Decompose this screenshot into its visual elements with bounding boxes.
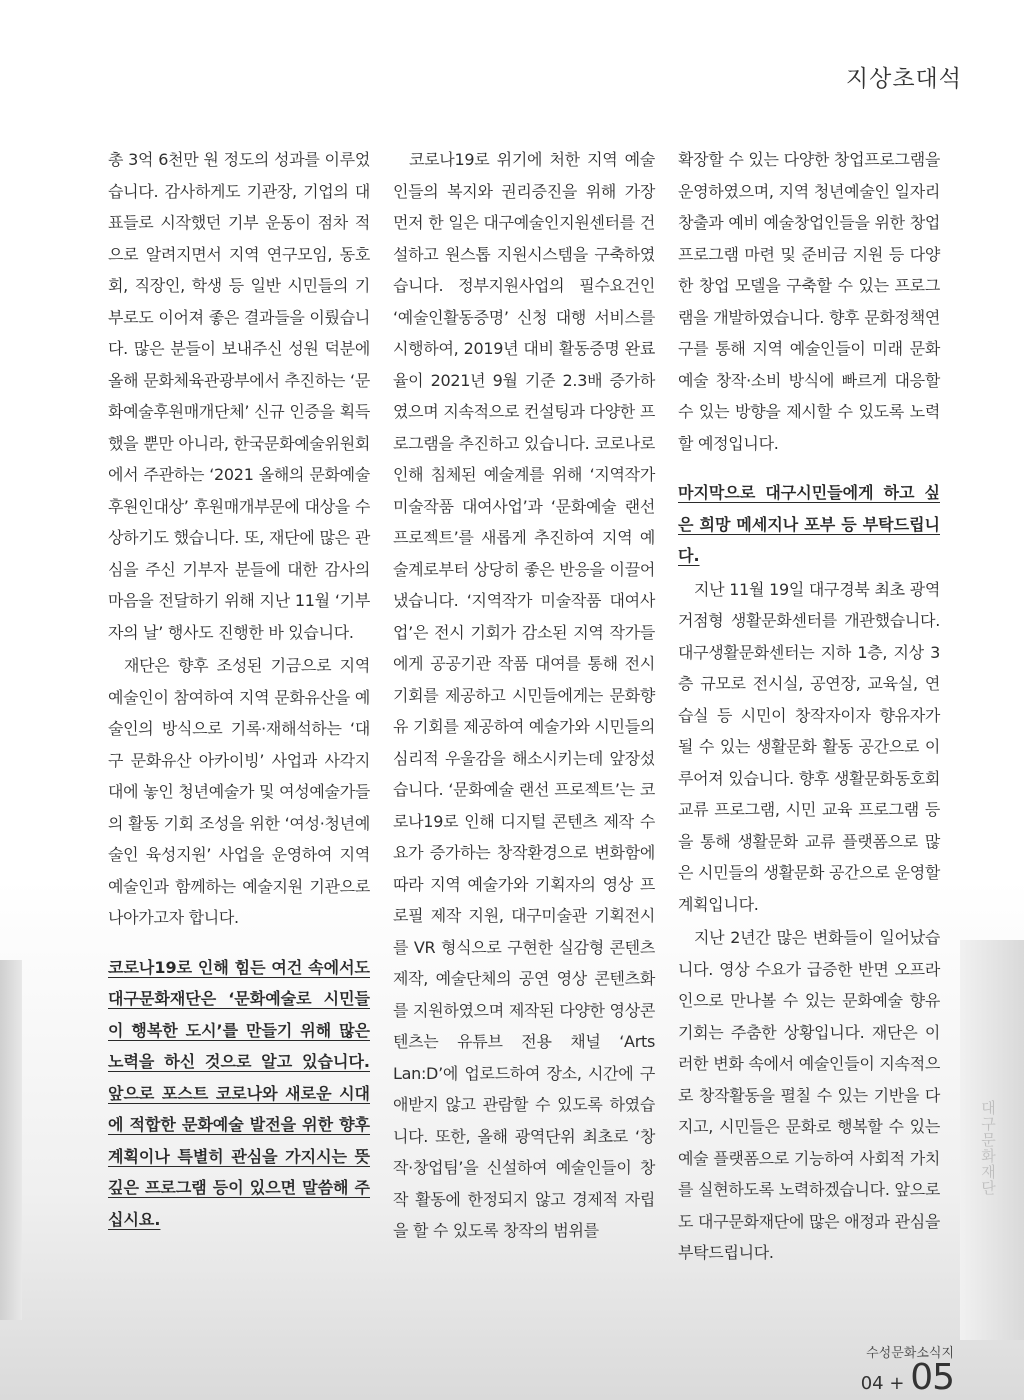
page-numbers	[861, 1357, 954, 1398]
page-number-left: 04	[860, 1373, 884, 1394]
interview-question: 코로나19로 인해 힘든 여건 속에서도 대구문화재단은 ‘문화예술로 시민들이 행복한 도시’를 만들기 위해 많은 노력을 하신 것으로 알고 있습니다. 앞으로 포스트 코로나와 새로운 시대에 적합한 문화예술 발전을 위한 향후 계획이나 특별히 관심을 가지시는 뜻깊은 프로그램 등이 있으면 말씀해 주십시요.	[108, 957, 370, 1229]
section-label: 지상초대석	[845, 66, 962, 92]
interview-question: 마지막으로 대구시민들에게 하고 싶은 희망 메세지나 포부 등 부탁드립니다.	[678, 483, 940, 565]
background-building-left	[0, 960, 22, 1320]
column-1	[108, 144, 370, 1235]
paragraph: 지난 2년간 많은 변화들이 일어났습니다. 영상 수요가 급증한 반면 오프라인으로 만나볼 수 있는 문화예술 향유 기회는 주춤한 상황입니다. 재단은 이러한 변화 속에서 예술인들이 지속적으로 창작활동을 펼칠 수 있는 기반을 다지고, 시민들은 문화로 행복할 수 있는 예술 플랫폼으로 기능하여 사회적 가치를 실현하도록 노력하겠습니다. 앞으로도 대구문화재단에 많은 애정과 관심을 부탁드립니다.	[678, 928, 940, 1262]
paragraph: 확장할 수 있는 다양한 창업프로그램을 운영하였으며, 지역 청년예술인 일자리 창출과 예비 예술창업인들을 위한 창업 프로그램 마련 및 준비금 지원 등 다양한 창업 모델을 구축할 수 있는 프로그램을 개발하였습니다. 향후 문화정책연구를 통해 지역 예술인들이 미래 문화예술 창작·소비 방식에 빠르게 대응할 수 있는 방향을 제시할 수 있도록 노력할 예정입니다.	[678, 150, 940, 453]
column-2	[393, 144, 655, 1247]
magazine-name: 수성문화소식지	[866, 1346, 954, 1361]
paragraph: 총 3억 6천만 원 정도의 성과를 이루었습니다. 감사하게도 기관장, 기업의 대표들로 시작했던 기부 운동이 점차 적으로 알려지면서 지역 연구모임, 동호회, 직장인, 학생 등 일반 시민들의 기부로도 이어져 좋은 결과들을 이뤘습니다. 많은 분들이 보내주신 성원 덕분에 올해 문화체육관광부에서 추진하는 ‘문화예술후원매개단체’ 신규 인증을 획득했을 뿐만 아니라, 한국문화예술위원회에서 주관하는 ‘2021 올해의 문화예술 후원인대상’ 후원매개부문에 대상을 수상하기도 했습니다. 또, 재단에 많은 관심을 주신 기부자 분들에 대한 감사의 마음을 전달하기 위해 지난 11월 ‘기부자의 날’ 행사도 진행한 바 있습니다.	[108, 150, 370, 642]
page-number-right: 05	[910, 1357, 954, 1398]
background-sign: 대구문화재단	[979, 1100, 997, 1196]
page-separator: +	[889, 1373, 905, 1394]
paragraph: 코로나19로 위기에 처한 지역 예술인들의 복지와 권리증진을 위해 가장 먼저 한 일은 대구예술인지원센터를 건설하고 원스톱 지원시스템을 구축하였습니다. 정부지원사업의 필수요건인 ‘예술인활동증명’ 신청 대행 서비스를 시행하여, 2019년 대비 활동증명 완료율이 2021년 9월 기준 2.3배 증가하였으며 지속적으로 컨설팅과 다양한 프로그램을 추진하고 있습니다. 코로나로 인해 침체된 예술계를 위해 ‘지역작가 미술작품 대여사업’과 ‘문화예술 랜선 프로젝트’를 새롭게 추진하여 지역 예술계로부터 상당히 좋은 반응을 이끌어 냈습니다. ‘지역작가 미술작품 대여사업’은 전시 기회가 감소된 지역 작가들에게 공공기관 작품 대여를 통해 전시 기회를 제공하고 시민들에게는 문화향유 기회를 제공하여 예술가와 시민들의 심리적 우울감을 해소시키는데 앞장섰습니다. ‘문화예술 랜선 프로젝트’는 코로나19로 인해 디지털 콘텐츠 제작 수요가 증가하는 창작환경으로 변화함에 따라 지역 예술가와 기획자의 영상 프로필 제작 지원, 대구미술관 기획전시를 VR 형식으로 구현한 실감형 콘텐츠 제작, 예술단체의 공연 영상 콘텐츠화를 지원하였으며 제작된 다양한 영상콘텐츠는 유튜브 전용 채널 ‘Arts Lan:D’에 업로드하여 장소, 시간에 구애받지 않고 관람할 수 있도록 하였습니다. 또한, 올해 광역단위 최초로 ‘창작·창업팀’을 신설하여 예술인들이 창작 활동에 한정되지 않고 경제적 자립을 할 수 있도록 창작의 범위를	[393, 150, 655, 1240]
paragraph: 재단은 향후 조성된 기금으로 지역 예술인이 참여하여 지역 문화유산을 예술인의 방식으로 기록·재해석하는 ‘대구 문화유산 아카이빙’ 사업과 사각지대에 놓인 청년예술가 및 여성예술가들의 활동 기회 조성을 위한 ‘여성·청년예술인 육성지원’ 사업을 운영하여 지역 예술인과 함께하는 예술지원 기관으로 나아가고자 합니다.	[108, 656, 370, 927]
column-3	[678, 144, 940, 1269]
paragraph: 지난 11월 19일 대구경북 최초 광역거점형 생활문화센터를 개관했습니다. 대구생활문화센터는 지하 1층, 지상 3층 규모로 전시실, 공연장, 교육실, 연습실 등 시민이 창작자이자 향유자가 될 수 있는 생활문화 활동 공간으로 이루어져 있습니다. 향후 생활문화동호회 교류 프로그램, 시민 교육 프로그램 등을 통해 생활문화 교류 플랫폼으로 많은 시민들의 생활문화 공간으로 운영할 계획입니다.	[678, 579, 940, 914]
